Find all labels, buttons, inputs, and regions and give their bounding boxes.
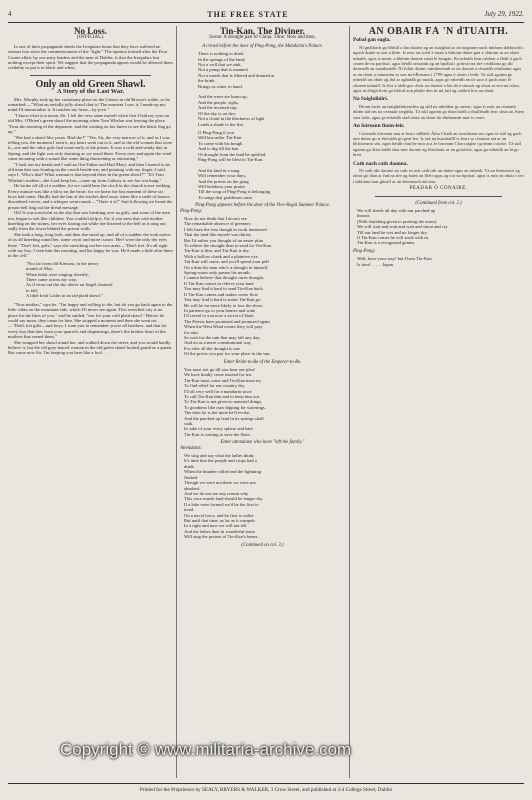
verse-line: Tin-Kan is a recognized genius. [357,240,416,246]
article-paragraph: She wrapped her shawl round her, and walked down the street, and you would hardly believe it, but the old grey-haired woman in the old green shawl looked grand as a queen. But come now Sir, I'm keeping you here like a fool . . . [8,339,173,356]
verse [198,130,345,200]
verse-line: Though we were not there we were not [184,480,256,486]
verse-line: Will remember your days, [198,173,247,179]
continued-note: (Continued from col. 2.) [415,200,462,206]
verse-line: tread [184,507,194,513]
verse-line: If Tin-Kan comes he will work with us. [357,235,430,240]
section-heading: An foireann fionn-leir. [353,123,405,130]
verse-line: Not a pump that is manned. [198,67,249,73]
verse-line: I cannot believe that drought cures drought. [184,275,265,281]
section-heading: Pobal gan eagla. [353,37,391,44]
stage-direction: Ping-Pong appears before the door of the Vice-Regal Summer Palace. [195,203,330,209]
verse-line: For after all the drought is one [184,345,240,351]
verse-line: soak. [184,421,194,427]
verse-line: If a lake were formed we'd be the first to [184,501,259,507]
verse-line: When the thunder rolled and the lightning [184,469,262,475]
verse-line: Now do not think that I do not see [184,216,247,221]
article-paragraph: "Now mother," says he. "I'm happy and willing to die, but do you go back again to the little cabin on the mountain side, which I'll never see again. This wretched city is no place for the likes of you," said he smiled, "nor for your cold plaid shawl." Before he could say more, they came for him. She stopped a moment and then she went on:—"Don't fret girls—and boys; I want you to remember you're all brothers, and that for every boy that dies from your quarrels and dispensings, there's the broken heart of the mothers that reared them." [8,301,173,340]
verse-line: As if from out the sky above an Angel chanced [26,282,113,288]
verse-line: On a naval force, and be first to enlist. [184,512,255,518]
verse-line: Of the sky is on fire; [198,110,236,116]
verse-line: We have kindly come instead for tea. [184,372,253,378]
article-paragraph: Bíonn lucht an tsaighdiúireachta ag siúl na mbóthar go minic, agus is mór an cúnamh dúinn iad ins na ceantair iargúlta. Tá súil againn go dtiocfaidh a thuilleadh fear chun an Airm sara fada, agus go mbeidh siad sásta an obair do dhéanamh mar is ceart. [353,103,524,120]
verse [198,51,345,127]
verse-line: Tin-Kan is coming to save the State. [184,431,251,437]
verse-line: And the parched up land in its springs shall [184,415,264,421]
verse-line: And on as a mere constitutional way [184,340,252,346]
verse-line: And the inverted cup [198,105,237,111]
article-paragraph: Ní cath idir daoine an cath so ach cath idir an duine agus an talamh. Tá na feirmeoirí ag obair go dian ar fud na tíre ag baint an fhéir agus ag cur na bprátaí, agus is mór an obair í seo i mbliana mar gheall ar an dtriomach atá ann. [353,167,524,184]
verse-line: In a right and now we will not tell [184,523,247,529]
verse-line: Till the song of Ping-Pong is belonging [198,189,271,195]
verse-line: The Priests have promised and promised again [184,318,270,324]
speaker: Ping-Pong: [353,248,376,254]
verse-line: O Ping-Pong if you [198,129,234,135]
verse-line: Tin-Kan is thin, and Tin-Kan is dry, [184,248,250,254]
verse-line: You may find it hard to send Tin-Kan back. [184,286,264,292]
verse-line: And to dig till the ban [198,146,239,152]
verse-line: The remarkable absence of greenery. [184,221,252,227]
article-paragraph: Ní gnáthach go bhfuil a lán daoine ag an tsaoghal so ná tuigeann nach mbíonn dúthracht i ngach duine ar son a thíre. Is mór an scéal é nuair a bhíonn duine gan a chúram ar an obair mhaith, agus is minic a bhíonn daoine sásta le beagán. Ba mhaith linn cabhair a fháil ó gach ceann de na paróistí, agus béidh seasamh ag an bpobal i gcúrsaí na tíre i mbliana go dtí deireadh an tsamhraidh. Ní foláir dúinn cuimhneamh ar na daoine a chuaidh rómhainn agus ar an obair a rinneadar ar son na hÉireann i 1798 agus ó shoin i leith. Tá súil againn go mbeidh an obair ag dul ar aghaidh go maith, agus go mbeidh an tír saor ó gach anró fé cheann tamaill. Is fíor a rádh gur chuir na daoine a lán dá n-aimsir ag obair ar son na cúise, agus ní dóigh liom go bhfuil aon pháirt den tír ná fuil ag cabhrú leis an obair. [353,44,524,94]
verse-line: On a thin dry man who's a drought in himself. [184,264,269,270]
speech [184,453,345,540]
issue-date: July 29, 1922. [484,10,524,18]
verse-line: I'll all very well for a mandarin since [184,388,252,394]
verse-line: Will but suffer Tin-Kan [198,135,242,141]
verse-line: In sake of your every sphere and hate [184,426,253,432]
verse-line: Not a marsh that is filtered and drained at [198,72,275,78]
verse [26,261,173,299]
verse-line: When birds were singing cheerily, [26,271,89,277]
paper-title: THE FREE STATE [207,9,289,19]
page-number: 4 [8,10,12,18]
article-title: Tin-Kan, The Diviner. [220,26,305,36]
verse-line: I'll reveal to you now a secret of State, [184,313,255,319]
verse-line: And the land in a song [198,167,240,173]
column-2 [180,26,345,778]
verse-line: Ping-Pong will be blest in Tin-Kan. [198,156,264,162]
verse-line: (With shrieking given to probing the notes) [357,218,437,224]
verse-line: To come with his bough [198,140,243,146]
article-subtitle: A Story of the Last War. [56,88,125,96]
verse-line: To call Tin-Kan thin and to keep him out. [184,394,261,399]
stage-direction: A crowd before the door of Ping-Pong, the Mandarin's Palace. [202,43,323,49]
signature: PEADAR Ó CONAIRE. [409,186,468,192]
verse-line: month of May, [26,266,54,272]
verse-line: In patience go to your homes and wait; [184,307,256,313]
speaker: Attendants: [180,445,203,451]
verse-line: In the springs of the land; [198,56,246,62]
verse-line: But I'd rather you thought of an easier plan [184,237,263,243]
section-heading: Na Saighdiúirí. [353,96,389,103]
verse [357,256,524,267]
article-paragraph: "I took out my beads and I said an Our Father and Hail Mary; and then I turned to an old man that was leaning on the crutch beside me, and pointing with my finger, I said, says I: 'Who's that? What woman is that beyond there in the green shawl?'" "It's Tom Whelan's mother—the Lord keep her—came up from Galway to see her son hung." [8,161,170,183]
verse-line: And the ladies then in wonderful tones [184,528,256,534]
article-subtitle: (OFFICIAL). [76,35,105,41]
divider [375,196,502,197]
verse-line: So wait for the rain that may fall any day, [184,334,261,340]
verse-line: But until that time, as far as it compels [184,517,256,523]
verse-line: Not a cloud in the blackness of light [198,116,265,122]
column-1 [8,26,173,778]
verse-line: Tin-Kan must come and Tin-Kan must try [184,377,262,383]
verse-line: A little Irish Cailin in an old plaid shawl." [26,293,104,299]
verse-line: With a hollow cheek and a plaintive eye. [184,253,259,259]
verse-line: Will belabour your praise [198,183,245,189]
verse-line: The drier he is the more he'll evoke, [184,410,251,416]
verse [357,208,524,246]
column-divider [349,26,350,778]
verse-line: Well, have your way! but I hear Tin-Kan [357,256,432,262]
verse-line: to fall, [26,287,38,293]
verse-line: I felt from the first though in work immersed [184,226,267,232]
article-title: AN OBAIR FÁ 'N dTUAITH. [368,26,509,37]
stage-direction: Enter Bride-to-Be of the Emperor-to-Be. [223,359,302,365]
verse-line: There came across my way, [26,277,77,283]
verse-line: the brink [198,78,215,84]
article-paragraph: Mrs. Murphy took up her customary place on the Greens in old Brown's stable, as he remarked:—"What an awfully jolly shawl that is! The moment I saw it, I made up my mind I'd immortalise it. It touches my heart—by jove." [8,96,170,113]
verse-line: throats [357,213,370,219]
column-3 [353,26,524,778]
verse-line: Till our land be wet and no longer dry. [357,229,428,235]
continued-note: (Continued on col. 3.) [241,542,284,548]
masthead [8,6,524,23]
verse-line: Will sing the praises of Tin-Kan's bones. [184,534,259,540]
article-title: Only an old Green Shawl. [35,78,146,90]
verse-line: We will shriek all day with our parched up [357,207,436,213]
stage-direction: Enter attendants who have "left the family." [220,440,305,446]
article-paragraph: "I know what you mean, Sir. I felt the very same myself when first I laid my eyes on old Mrs. O'Brien's green shawl the morning when Tom Whelan was leaving the place. 'Twas the morning of the departure, and the waiting on her knees to see the black flag go up." [8,112,171,135]
scene-note: Scene: A drought part of China. Time: Now and then. [209,35,316,41]
verse-line: To Tin-Kan is not given to material things, [184,399,263,405]
verse-line: It's time that the people and crops had a [184,458,257,464]
verse-line: And the priests on the gong [198,178,249,184]
verse-line: Spring-water only passes his mouth. [184,270,251,276]
article-paragraph: He broke off all of a sudden, for we could hear the clock in the church tower striking. Every minute was like a blow on the heart; for we knew the last moment of these six boys had come. Hardly had the last of the strokes died away when like a rattle of hoarse, disordered voices, and a whisper went round:—"There it is!" And following we heard the prison bell ring out the dread message. [8,183,173,210]
article-title: No Loss. [73,26,107,36]
verse-line: flashed [184,474,198,480]
verse-line: He will be far more likely to loss the show, [184,302,264,308]
article-paragraph: In one of their propaganda sheets the Irregulars boast that they have suffered no serious loss since the commencement of the "fight." The opinion formed after the Four Courts affair, by our army leaders and the men of Dublin, is that the Irregulars lost nothing except their spirit. We suggest that the propaganda agents would be allowed them credulity to put it in black and white. [8,43,173,71]
verse-line: drink. [184,463,195,469]
divider [30,75,151,76]
verse-line: Tin-Kan will come, and you'll spend your pelf [184,259,269,265]
verse-line: Lends a shade to the fire. [198,121,245,127]
speech [184,367,345,437]
verse-line: That the land like myself was thirsty. [184,232,252,238]
verse-line: You must not go till you hear our plea! [184,366,256,372]
speaker: Ping-Pong: [180,208,203,214]
verse-line: To songs that goddesses raise. [198,194,254,200]
verse-line: And we do not see any reason why [184,490,249,496]
article-paragraph: She took a long, long look, and then she stood up, and all of a sudden she took notice of us all kneeling round her, some cryin' and more cursin'. Her! were the only dry eyes there. "Don't fret, girls," says she stretching out her two arms—"Don't fret. It's all right with my boy. I seen him this morning, and his happy he was. He'd made a little altar there in the cell." [8,231,173,259]
speech [184,216,345,357]
verse-line: Of the prices you pay for your place in the sun. [184,351,271,357]
verse-line: for rain. [184,329,199,335]
verse-line: Brings us water to hand. [198,83,243,89]
verse-line: Is tired . . . . . Japan. [357,261,395,267]
verse-line: There is nothing to drink [198,51,244,57]
column-divider [176,26,177,778]
verse-line: If Tin-Kan comes and makes water flow [184,291,258,297]
verse-line: Of drought from the land be uplifted, [198,151,267,157]
verse-line: To goodness like ours dipping for waterings. [184,404,266,410]
verse-line: To relieve the drought than to send for Tin-Kan. [184,243,273,249]
verse-line: We sing and say what the ladies think; [184,453,255,459]
printer-imprint: Printed for the Proprietors by SEALY, BRYERS & WALKER, 3 Crow Street, and published at 3-4 College Street, Dublin [8,783,524,796]
verse-line: And the people, sighs, [198,99,239,105]
verse-line: When the West Wind comes they will pray [184,324,263,330]
verse-line: If Tin-Kan comes to relieve your land [184,280,254,286]
copyright-watermark: Copyright © www.militaria-archive.com [60,740,352,759]
verse-line: You may find it hard to make Tin-Kan go. [184,297,262,303]
article-paragraph: Oh! It was sorrowful as the day that was breaking over us girls, and some of the men too, began to sob like children. You couldn't help it, Sir, if you seen that cold mother kneeling on the stones, her eyes staring out while she listened to the bell as it rang out sadly from the tower behind the prison walls. [8,210,170,232]
verse-line: "Not far from old Kinvara, in the merry [26,260,99,266]
article-paragraph: Cuireadh foireann nua ar bun i mBaile Átha Cliath an tseachtain seo agus tá súil ag gach aon duine go n-éireoidh go geal leo. Is iad na buachaillí is fearr sa chontae atá ar an bhfoireann seo, agus béidh cluiche mór aca le foireann Chorcaighe i gceann coicíse. Tá súil againn go dtiocfaidh slua mór daoine ag féachaint ar an gcluiche, agus go mbeidh an lá go breá. [353,130,522,158]
verse-line: We will wait and wait and wait and shout and cry [357,224,448,230]
verse-line: To find relief for our country dry. [184,383,246,389]
verse-line: And the roses are burnt up, [198,94,248,100]
section-heading: Cath nach cath daonna. [353,160,408,167]
verse-line: abashed. [184,485,200,491]
verse-line: This once marsh land should be longer dry. [184,496,264,502]
article-paragraph: "She had a shawl like yours. Had she?" "Yes, Sir, the very marrow of it, and as I was telling you, the moment I seen it, my heart went out to it, and to the old woman that wore it—me and the other girls had come early to the prison. It was a cold and windy day in Spring, and the light was only dawning as we stood there. Every now and again the wind came moaning with a sound like some thing threatening or entreating." [8,134,173,162]
verse-line: Not a well that we sink, [198,62,242,68]
